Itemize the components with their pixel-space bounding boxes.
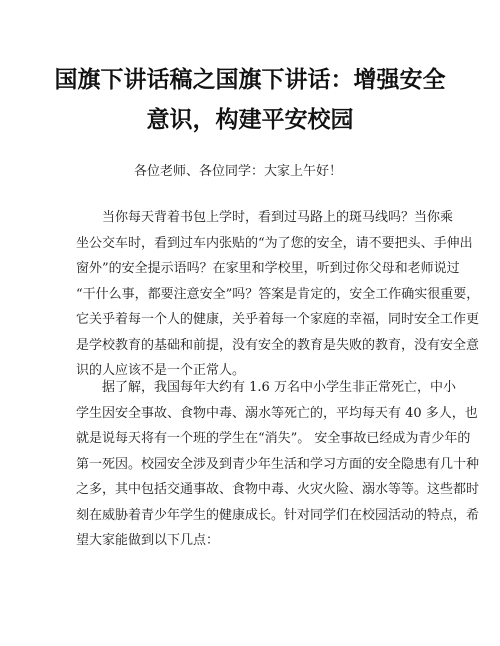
paragraph-2 <box>76 375 480 554</box>
paragraph-line: 望大家能做到以下几点： <box>76 533 220 548</box>
title-line-2: 意识，构建平安校园 <box>146 107 354 133</box>
paragraph-line: 第一死因。校园安全涉及到青少年生活和学习方面的安全隐患有几十种 <box>76 456 480 472</box>
paragraph-line: 它关乎着每一个人的健康，关乎着每一个家庭的幸福，同时安全工作更 <box>76 312 480 327</box>
paragraph-line: 坐公交车时，看到过车内张贴的“为了您的安全，请不要把头、手伸出 <box>76 235 473 251</box>
title-line-1: 国旗下讲话稿之国旗下讲话：增强安全 <box>54 67 446 93</box>
paragraph-line: 之多，其中包括交通事故、食物中毒、火灾火险、溺水等等。这些都时 <box>76 482 480 497</box>
paragraph-line: 就是说每天将有一个班的学生在“消失”。 安全事故已经成为青少年的 <box>76 431 471 446</box>
paragraph-line: 当你每天背着书包上学时，看到过马路上的斑马线吗？当你乘 <box>76 210 454 225</box>
paragraph-line: 窗外”的安全提示语吗？在家里和学校里，听到过你父母和老师说过 <box>76 261 460 276</box>
paragraph-line: 刻在威胁着青少年学生的健康成长。针对同学们在校园活动的特点，希 <box>76 507 480 523</box>
greeting-text: 各位老师、各位同学：大家上午好！ <box>134 164 343 179</box>
document-title <box>0 60 500 140</box>
paragraph-line: 据了解，我国每年大约有 1.6 万名中小学生非正常死亡，中小 <box>76 380 456 395</box>
paragraph-line: 学生因安全事故、食物中毒、溺水等死亡的，平均每天有 40 多人，也 <box>76 405 478 421</box>
paragraph-line: “干什么事，都要注意安全”吗？答案是肯定的，安全工作确实很重要， <box>76 286 480 302</box>
paragraph-line: 是学校教育的基础和前提，没有安全的教育是失败的教育，没有安全意 <box>76 337 480 353</box>
paragraph-1 <box>76 205 480 384</box>
paragraph-line: 识的人应该不是一个正常人。 <box>76 363 246 378</box>
